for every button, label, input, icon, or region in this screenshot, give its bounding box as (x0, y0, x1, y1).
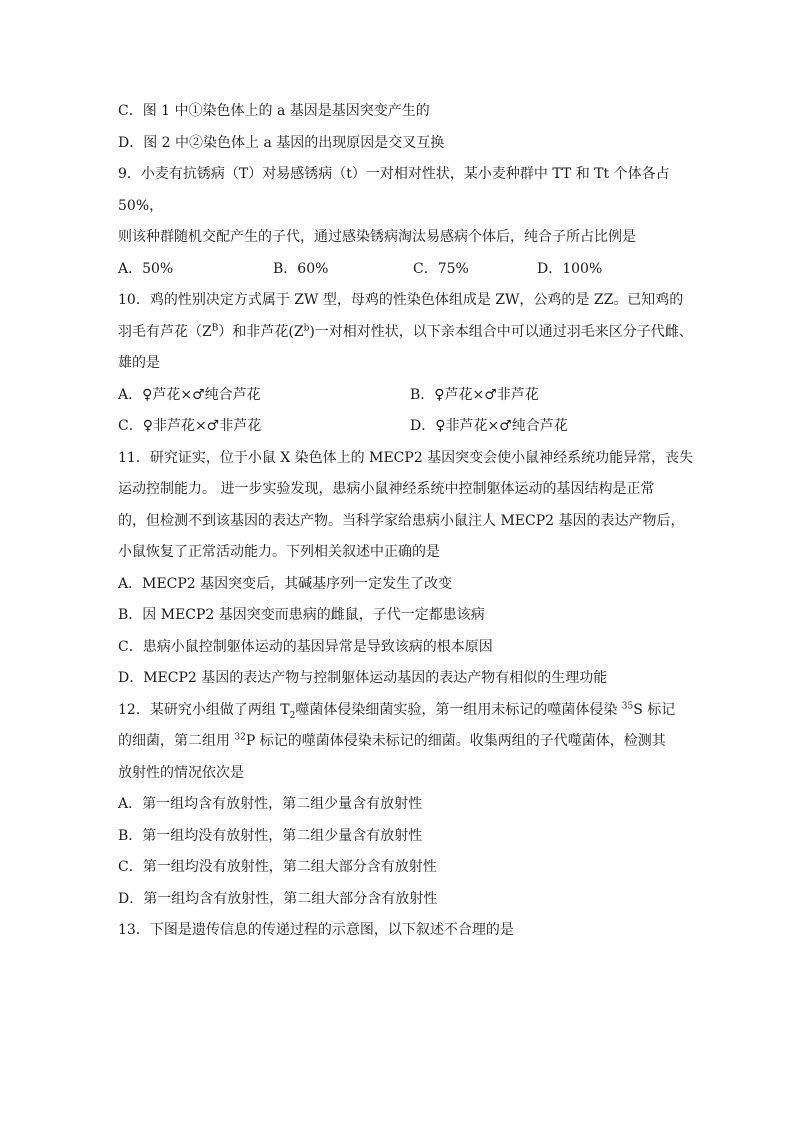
exam-page (118, 96, 694, 947)
q10-superscript-b-upper: B (211, 322, 219, 333)
q11-option-b: B．因 MECP2 基因突变而患病的雌鼠，子代一定都患该病 (118, 607, 485, 623)
q10-stem-line-2 (118, 317, 693, 349)
question-10 (118, 285, 693, 443)
q11-option-c: C．患病小鼠控制躯体运动的基因异常是导致该病的根本原因 (118, 638, 493, 655)
q11-stem-line-3: 的，但检测不到该基因的表达产物。当科学家给患病小鼠注人 MECP2 基因的表达产物后， (118, 512, 685, 529)
q10-option-d: D．♀非芦花×♂纯合芦花 (410, 418, 568, 434)
q10-options-row-1 (118, 380, 678, 412)
q12-superscript-32: 32 (234, 732, 246, 743)
q9-options (118, 254, 678, 286)
q10-option-a: A．♀芦花×♂纯合芦花 (118, 386, 261, 403)
q10-stem-2b: ）和非芦花(Z (218, 323, 304, 340)
q12-stem-line-3: 放射性的情况依次是 (118, 764, 244, 781)
q9-stem-line-2: 50%， (118, 197, 164, 214)
question-13 (118, 915, 678, 947)
q12-superscript-35: 35 (621, 700, 634, 711)
q11-stem-line-4: 小鼠恢复了正常活动能力。下列相关叙述中正确的是 (118, 544, 440, 560)
q11-stem-line-1: 11．研究证实，位于小鼠 X 染色体上的 MECP2 基因突变会使小鼠神经系统功能异常，丧失 (118, 449, 694, 466)
q12-subscript-2: 2 (289, 710, 296, 721)
q12-stem-1c: S 标记 (633, 701, 676, 718)
q12-option-a: A．第一组均含有放射性，第二组少量含有放射性 (118, 796, 423, 812)
q9-option-d: D．100% (537, 260, 603, 277)
q10-stem-2a: 羽毛有芦花（Z (118, 323, 212, 340)
q10-superscript-b-lower: b (303, 322, 310, 333)
q9-stem-line-1: 9．小麦有抗锈病（T）对易感锈病（t）一对相对性状，某小麦种群中 TT 和 Tt 个体各占 (118, 166, 670, 182)
question-8 (118, 96, 678, 159)
q12-stem-line-2 (118, 726, 678, 758)
q13-stem-line-1: 13．下图是遗传信息的传递过程的示意图，以下叙述不合理的是 (118, 922, 514, 938)
q10-option-b: B．♀芦花×♂非芦花 (410, 386, 539, 403)
question-12 (118, 695, 678, 916)
q12-option-c: C．第一组均没有放射性，第二组大部分含有放射性 (118, 859, 437, 875)
q11-option-a: A．MECP2 基因突变后，其碱基序列一定发生了改变 (118, 575, 453, 592)
q12-option-b: B．第一组均没有放射性，第二组少量含有放射性 (118, 827, 423, 844)
q9-option-b: B．60% (273, 260, 329, 277)
q10-options-row-2 (118, 411, 678, 443)
q11-option-d: D．MECP2 基因的表达产物与控制躯体运动基因的表达产物有相似的生理功能 (118, 670, 608, 686)
q12-stem-2a: 的细菌，第二组用 (118, 733, 235, 749)
q12-option-d: D．第一组均含有放射性，第二组大部分含有放射性 (118, 890, 438, 907)
q9-option-a: A．50% (118, 260, 174, 277)
q10-option-c: C．♀非芦花×♂非芦花 (118, 418, 262, 434)
q8-option-c: C．图 1 中①染色体上的 a 基因是基因突变产生的 (118, 103, 430, 119)
question-9 (118, 159, 678, 285)
q12-stem-line-1 (118, 695, 678, 727)
q9-stem-line-3: 则该种群随机交配产生的子代，通过感染锈病淘汰易感病个体后，纯合子所占比例是 (118, 229, 636, 245)
q10-stem-line-3: 雄的是 (118, 355, 160, 371)
q10-stem-2c: )一对相对性状，以下亲本组合中可以通过羽毛来区分子代雌、 (309, 323, 693, 340)
q8-option-d: D．图 2 中②染色体上 a 基因的出现原因是交叉互换 (118, 134, 445, 151)
q12-stem-1b: 噬菌体侵染细菌实验，第一组用未标记的噬菌体侵染 (295, 701, 622, 718)
q11-stem-line-2: 运动控制能力。 进一步实验发现，患病小鼠神经系统中控制躯体运动的基因结构是正常 (118, 481, 655, 497)
q10-stem-line-1: 10．鸡的性别决定方式属于 ZW 型，母鸡的性染色体组成是 ZW，公鸡的是 ZZ。已知鸡的 (118, 292, 684, 308)
q12-stem-2b: P 标记的噬菌体侵染未标记的细菌。收集两组的子代噬菌体，检测其 (245, 733, 666, 749)
q12-stem-1a: 12．某研究小组做了两组 T (118, 701, 290, 718)
q9-option-c: C．75% (413, 260, 469, 277)
question-11 (118, 443, 694, 695)
